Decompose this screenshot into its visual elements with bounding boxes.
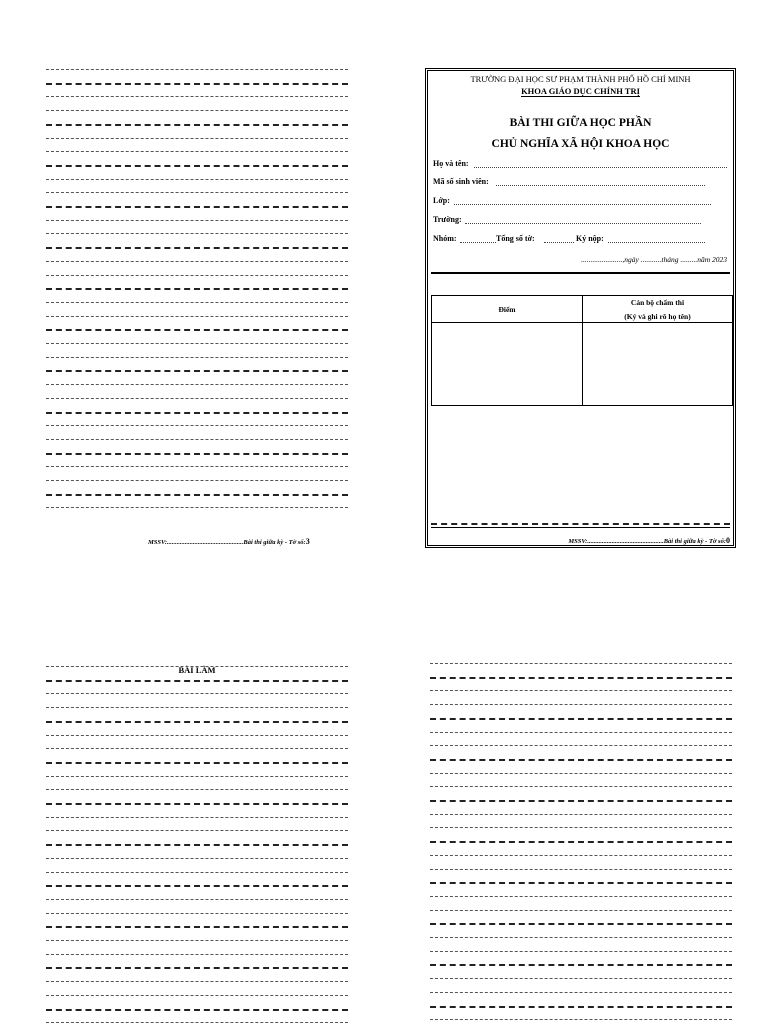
footer-sheet-number: 3: [305, 537, 310, 546]
ruled-lines: [46, 666, 348, 1024]
date-line: ......................,ngày ...........tháng .........năm 2023: [581, 255, 727, 264]
ruled-line: [46, 494, 348, 496]
ruled-line: [430, 690, 732, 691]
ruled-line: [46, 466, 348, 467]
ruled-line: [430, 677, 732, 679]
ruled-line: [430, 745, 732, 746]
faculty-name: [428, 86, 733, 96]
ruled-line: [430, 882, 732, 884]
ruled-line: [46, 844, 348, 846]
field-group-label: Nhóm:: [433, 234, 457, 243]
ruled-line: [46, 453, 348, 455]
field-school-blank[interactable]: [465, 223, 701, 224]
field-total-sheets-blank[interactable]: [544, 242, 574, 243]
ruled-line: [430, 773, 732, 774]
answer-sheet-bottom-left: [46, 666, 348, 1024]
ruled-line: [430, 964, 732, 966]
ruled-line: [430, 841, 732, 843]
grader-header: [583, 296, 733, 323]
ruled-line: [46, 384, 348, 385]
ruled-lines: [46, 69, 348, 519]
ruled-line: [46, 762, 348, 764]
ruled-line: [46, 110, 348, 111]
course-title: CHỦ NGHĨA XÃ HỘI KHOA HỌC: [491, 138, 670, 150]
ruled-line: [46, 357, 348, 358]
faculty-name-text: KHOA GIÁO DỤC CHÍNH TRỊ: [521, 86, 640, 96]
ruled-line: [46, 124, 348, 126]
ruled-line: [46, 206, 348, 208]
field-group-blank[interactable]: [460, 242, 496, 243]
ruled-line: [46, 425, 348, 426]
section-divider: [431, 272, 730, 274]
grade-cell[interactable]: [432, 323, 583, 406]
ruled-line: [46, 439, 348, 440]
sheet-footer-top-left: [148, 537, 310, 546]
ruled-line: [46, 220, 348, 221]
field-class-label: Lớp:: [433, 196, 450, 205]
ruled-line: [430, 732, 732, 733]
answer-sheet-bottom-right: [430, 663, 732, 1024]
ruled-line: [430, 855, 732, 856]
field-student-id-blank[interactable]: [496, 185, 705, 186]
ruled-line: [46, 288, 348, 290]
ruled-line: [46, 707, 348, 708]
ruled-line: [46, 748, 348, 749]
ruled-line: [46, 830, 348, 831]
ruled-line: [46, 192, 348, 193]
ruled-line: [430, 951, 732, 952]
ruled-line: [46, 96, 348, 97]
ruled-line: [46, 789, 348, 790]
ruled-line: [46, 316, 348, 317]
ruled-line: [46, 69, 348, 70]
field-total-sheets-label: Tổng số tờ:: [496, 234, 535, 243]
ruled-line: [431, 527, 730, 528]
ruled-line: [46, 370, 348, 372]
ruled-line: [46, 735, 348, 736]
ruled-line: [46, 233, 348, 234]
ruled-line: [46, 329, 348, 331]
ruled-line: [46, 261, 348, 262]
ruled-line: [430, 827, 732, 828]
ruled-line: [46, 165, 348, 167]
ruled-line: [46, 940, 348, 941]
ruled-line: [46, 913, 348, 914]
ruled-line: [430, 1006, 732, 1008]
ruled-line: [46, 343, 348, 344]
ruled-line: [431, 523, 730, 525]
exam-title: BÀI THI GIỮA HỌC PHẦN: [509, 117, 652, 129]
grade-header: Điểm: [432, 296, 583, 323]
ruled-line: [46, 693, 348, 694]
ruled-line: [430, 992, 732, 993]
ruled-line: [46, 480, 348, 481]
ruled-line: [46, 138, 348, 139]
footer-exam-label: .Bài thi giữa kỳ - Tờ số:: [241, 539, 306, 546]
ruled-line: [46, 1009, 348, 1011]
ruled-line: [46, 803, 348, 805]
field-name-blank[interactable]: [474, 167, 727, 168]
ruled-line: [46, 858, 348, 859]
ruled-line: [46, 151, 348, 152]
answer-section-title: BÀI LÀM: [178, 665, 216, 675]
grade-table: [431, 295, 733, 406]
ruled-line: [46, 981, 348, 982]
ruled-line: [430, 814, 732, 815]
ruled-line: [46, 995, 348, 996]
ruled-line: [46, 302, 348, 303]
ruled-line: [430, 1019, 732, 1020]
ruled-line: [430, 704, 732, 705]
field-school-label: Trường:: [433, 215, 462, 224]
ruled-line: [430, 978, 732, 979]
ruled-line: [46, 179, 348, 180]
ruled-line: [46, 776, 348, 777]
footer-mssv: MSSV:..............................................: [148, 539, 242, 546]
exam-cover-sheet: [425, 68, 736, 548]
field-student-id-label: Mã số sinh viên:: [433, 177, 489, 186]
grader-header-line1: Cán bộ chấm thi: [630, 297, 685, 307]
university-name: TRƯỜNG ĐẠI HỌC SƯ PHẠM THÀNH PHỐ HỒ CHÍ MINH: [470, 74, 691, 84]
grader-header-line2: (Ký và ghi rõ họ tên): [624, 311, 691, 321]
ruled-line: [430, 910, 732, 911]
ruled-lines: [430, 663, 732, 1024]
grader-signature-cell[interactable]: [583, 323, 733, 406]
ruled-line: [46, 899, 348, 900]
ruled-line: [46, 954, 348, 955]
footer-exam-label: .Bài thi giữa kỳ - Tờ số:: [662, 538, 726, 545]
ruled-line: [46, 721, 348, 723]
footer-sheet-number: 0: [726, 536, 730, 545]
ruled-line: [46, 680, 348, 682]
answer-sheet-top-left: [46, 69, 348, 519]
ruled-line: [430, 663, 732, 664]
ruled-line: [46, 926, 348, 928]
ruled-line: [46, 967, 348, 969]
ruled-line: [430, 759, 732, 761]
ruled-line: [46, 398, 348, 399]
field-sign-label: Ký nộp:: [576, 234, 604, 243]
ruled-line: [46, 1022, 348, 1023]
ruled-line: [46, 885, 348, 887]
ruled-line: [430, 786, 732, 787]
footer-mssv: MSSV:..............................................: [568, 538, 663, 545]
ruled-line: [430, 896, 732, 897]
ruled-line: [46, 817, 348, 818]
field-name-label: Họ và tên:: [433, 159, 469, 168]
ruled-line: [46, 83, 348, 85]
ruled-line: [430, 923, 732, 925]
ruled-line: [46, 247, 348, 249]
field-class-blank[interactable]: [454, 204, 711, 205]
ruled-line: [430, 718, 732, 720]
ruled-line: [430, 800, 732, 802]
ruled-line: [46, 412, 348, 414]
ruled-line: [430, 937, 732, 938]
ruled-line: [46, 666, 348, 667]
ruled-line: [46, 275, 348, 276]
sheet-footer-cover: [568, 536, 730, 545]
ruled-line: [46, 507, 348, 508]
field-sign-blank[interactable]: [608, 242, 705, 243]
ruled-line: [430, 869, 732, 870]
ruled-line: [46, 872, 348, 873]
